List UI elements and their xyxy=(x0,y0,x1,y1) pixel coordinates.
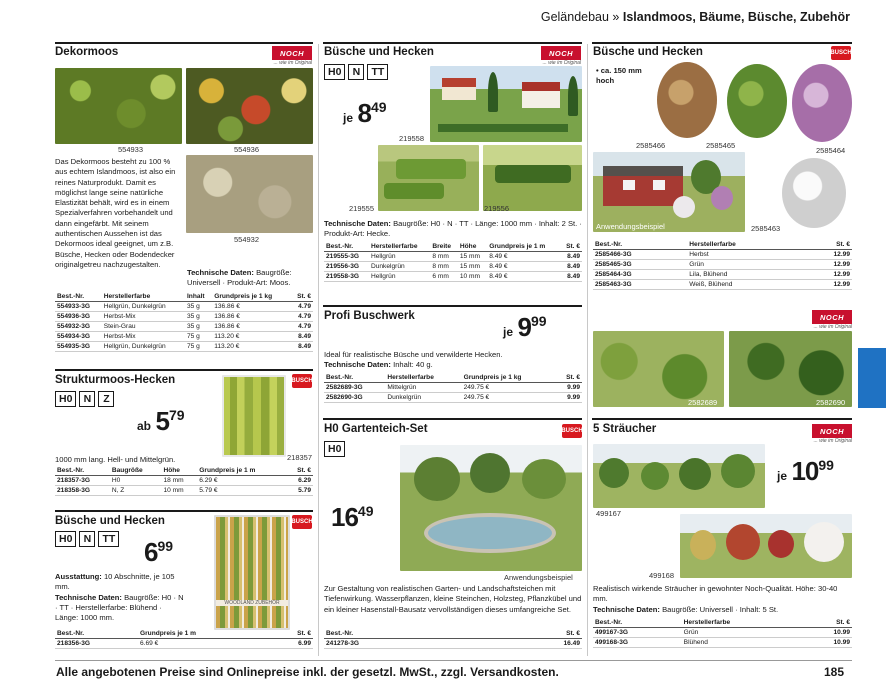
buesche-noch-title: Büsche und Hecken xyxy=(324,46,434,58)
footer-rule xyxy=(55,660,852,661)
img-code: 219556 xyxy=(484,204,510,213)
buesche-busch-text: Ausstattung: 10 Abschnitte, je 105 mm. Technische Daten: Baugröße: H0 · N · TT · Herstellerfarbe: Blühend · Länge: 1000 mm. xyxy=(55,572,184,623)
section-rule xyxy=(55,369,313,371)
village-image xyxy=(430,66,582,142)
table-row: 554936-3G Herbst-Mix 35 g 136.86 € 4.79 xyxy=(57,313,311,320)
table-row: 219558-3G Hellgrün 6 mm 10 mm 8.49 € 8.49 xyxy=(326,273,580,280)
buesche-noch-price: je 849 xyxy=(343,98,387,128)
bush-white xyxy=(782,158,846,228)
table-row: 2585466-3G Herbst 12.99 xyxy=(595,251,850,258)
strukturmoos-price: ab 579 xyxy=(137,406,185,436)
busch-logo: BUSCH xyxy=(292,515,312,529)
gauge-badges: H0 xyxy=(324,441,348,457)
table-row: 218356-3G 6.69 € 6.99 xyxy=(57,640,311,647)
buesche-busch-price: 699 xyxy=(144,537,174,567)
profi-table: Best.-Nr. Herstellerfarbe Grundpreis je 1 kg St. € 2582689-3G Mittelgrün 249.75 € 9.99 2582690-3G Dunkelgrün 249.75 € 9.99 xyxy=(326,374,580,401)
dekormoos-table: Best.-Nr. Herstellerfarbe Inhalt Grundpreis je 1 kg St. € 554933-3G Hellgrün, Dunkelgrün 35 g 136.86 € 4.79 554936-3G Herbst-Mix 35 g 136.86 € 4.79 554932-3G Stein-Grau 35 g 136.86 € 4.79 554934-3G Herbst-Mix 75 g 113.20 € 8.49 554935-3G Hellgrün, Dunkelgrün 75 g 113.20 € 8.49 xyxy=(57,293,311,350)
moss-image-green xyxy=(55,68,182,144)
table-row: 219556-3G Dunkelgrün 8 mm 15 mm 8.49 € 8.49 xyxy=(326,263,580,270)
table-row: 219555-3G Hellgrün 8 mm 15 mm 8.49 € 8.49 xyxy=(326,253,580,260)
straeucher-text: Realistisch wirkende Sträucher in gewohnter Noch-Qualität. Höhe: 30-40 mm. Technische Daten: Baugröße: Universell · Inhalt: 5 St. xyxy=(593,584,838,614)
column-divider xyxy=(587,44,588,656)
dekormoos-title: Dekormoos xyxy=(55,46,119,58)
bush-autumn xyxy=(657,62,717,138)
gauge-badges: H0 N Z xyxy=(55,391,117,407)
house-image xyxy=(593,152,745,232)
gartenteich-table: Best.-Nr. St. € 241278-3G 16.49 xyxy=(326,630,580,647)
img-code: 554932 xyxy=(234,235,260,244)
gauge-badges: H0 N TT xyxy=(55,531,122,547)
table-row: 499167-3G Grün 10.99 xyxy=(595,629,850,636)
strukturmoos-description: 1000 mm lang. Hell- und Mittelgrün. xyxy=(55,455,176,464)
buesche-noch-tech: Technische Daten: Baugröße: H0 · N · TT · Länge: 1000 mm · Inhalt: 2 St. · Produkt-Art: Hecke. xyxy=(324,219,582,239)
profi-title: Profi Buschwerk xyxy=(324,310,415,322)
bush-lilac xyxy=(792,64,852,142)
section-rule xyxy=(55,510,313,512)
straeucher-table: Best.-Nr. Herstellerfarbe St. € 499167-3G Grün 10.99 499168-3G Blühend 10.99 xyxy=(595,619,850,646)
gartenteich-text: Zur Gestaltung von realistischen Garten- und Landschaftsteichen mit Tiefenwirkung. Wasserpflanzen, kleine Steinchen, Holzsteg, Pflanzkübel und ein kleiner Hasenstall-Bausatz vervollständigen dieses umfangreiche Set. xyxy=(324,584,582,614)
gartenteich-caption: Anwendungsbeispiel xyxy=(504,573,573,582)
column-divider xyxy=(318,44,319,656)
pack-label: WOODLAND ZUBEHÖR xyxy=(216,600,288,606)
busch-logo: BUSCH xyxy=(292,374,312,388)
page-header xyxy=(0,10,850,24)
straeucher-title: 5 Sträucher xyxy=(593,423,657,435)
table-row: 218358-3G N, Z 10 mm 5.79 € 5.79 xyxy=(57,487,311,494)
buesche-busch-image xyxy=(214,515,290,630)
table-row: 554932-3G Stein-Grau 35 g 136.86 € 4.79 xyxy=(57,323,311,330)
bush-green xyxy=(727,64,787,138)
moss-image-grey xyxy=(186,155,313,233)
noch-logo: NOCH ... wie im Original xyxy=(812,310,852,330)
img-code: 219555 xyxy=(349,204,375,213)
img-code: 219558 xyxy=(399,134,425,143)
img-code: 499168 xyxy=(649,571,675,580)
table-row: 2585464-3G Lila, Blühend 12.99 xyxy=(595,271,850,278)
footer-note: Alle angebotenen Preise sind Onlinepreise inkl. der gesetzl. MwSt., zzgl. Versandkosten. xyxy=(56,665,559,679)
strukturmoos-image xyxy=(222,375,286,457)
section-rule xyxy=(323,42,582,44)
moss-image-autumn xyxy=(186,68,313,144)
table-row: 2582689-3G Mittelgrün 249.75 € 9.99 xyxy=(326,384,580,391)
house-caption: Anwendungsbeispiel xyxy=(596,222,665,231)
strukturmoos-title: Strukturmoos-Hecken xyxy=(55,374,176,386)
chapter-tab xyxy=(858,348,886,408)
table-row: 241278-3G 16.49 xyxy=(326,640,580,647)
section-rule xyxy=(592,418,852,420)
busch-logo: BUSCH xyxy=(562,424,582,438)
buesche-right-title: Büsche und Hecken xyxy=(593,46,703,58)
img-code: 2585465 xyxy=(706,141,736,150)
img-code: 2585463 xyxy=(751,224,781,233)
img-code: 2585464 xyxy=(816,146,846,155)
height-bullet: • ca. 150 mm hoch xyxy=(596,66,642,86)
profi-image-darkgreen xyxy=(729,331,852,407)
hedge-image-light xyxy=(378,145,479,211)
straeucher-price: je 1099 xyxy=(777,456,834,486)
img-code: 2582689 xyxy=(688,398,718,407)
page-number: 185 xyxy=(824,665,845,679)
img-code: 2585466 xyxy=(636,141,666,150)
gauge-badges: H0 N TT xyxy=(324,64,391,80)
buesche-right-table: Best.-Nr. Herstellerfarbe St. € 2585466-3G Herbst 12.99 2585465-3G Grün 12.99 2585464-3G Lila, Blühend 12.99 2585463-3G Weiß, Blühend 12.99 xyxy=(595,241,850,288)
pond-image xyxy=(400,445,582,571)
profi-image-midgreen xyxy=(593,331,724,407)
strukturmoos-table: Best.-Nr. Baugröße Höhe Grundpreis je 1 m St. € 218357-3G H0 18 mm 6.29 € 6.29 218358-3G N, Z 10 mm 5.79 € 5.79 xyxy=(57,467,311,494)
table-row: 2585465-3G Grün 12.99 xyxy=(595,261,850,268)
profi-text: Ideal für realistische Büsche und verwilderte Hecken. Technische Daten: Inhalt: 40 g. xyxy=(324,350,503,370)
table-row: 2585463-3G Weiß, Blühend 12.99 xyxy=(595,281,850,288)
table-row: 554933-3G Hellgrün, Dunkelgrün 35 g 136.86 € 4.79 xyxy=(57,303,311,310)
header-category: Geländebau » xyxy=(540,10,620,24)
table-row: 554935-3G Hellgrün, Dunkelgrün 75 g 113.20 € 8.49 xyxy=(57,343,311,350)
dekormoos-description: Das Dekormoos besteht zu 100 % aus echtem Islandmoos, ist also ein reines Naturprodukt. Damit es möglichst lange seine natürliche Elastizität behält, wird es in einem Spezialverfahren vorbehandelt und dann eingefärbt. Mit seinem authentischen Aussehen ist das Dekormoos ideal geeignet, um z.B. Büsche, Hecken oder Bodendecker originalgetreu nachzugestalten. xyxy=(55,157,176,269)
section-rule xyxy=(55,42,313,44)
header-title: Islandmoos, Bäume, Büsche, Zubehör xyxy=(622,10,850,24)
buesche-busch-table: Best.-Nr. Grundpreis je 1 m St. € 218356-3G 6.69 € 6.99 xyxy=(57,630,311,647)
noch-logo: NOCH ... wie im Original xyxy=(272,46,312,66)
table-row: 2582690-3G Dunkelgrün 249.75 € 9.99 xyxy=(326,394,580,401)
img-code: 554936 xyxy=(234,145,260,154)
section-rule xyxy=(323,305,582,307)
img-code: 218357 xyxy=(287,453,313,462)
dekormoos-tech: Technische Daten: Baugröße: Universell · Produkt-Art: Moos. xyxy=(187,268,292,288)
section-rule xyxy=(323,418,582,420)
table-row: 499168-3G Blühend 10.99 xyxy=(595,639,850,646)
busch-logo: BUSCH xyxy=(831,46,851,60)
straeucher-image-green xyxy=(593,444,765,508)
noch-logo: NOCH ... wie im Original xyxy=(812,424,852,444)
table-row: 554934-3G Herbst-Mix 75 g 113.20 € 8.49 xyxy=(57,333,311,340)
table-row: 218357-3G H0 18 mm 6.29 € 6.29 xyxy=(57,477,311,484)
gartenteich-price: 1649 xyxy=(331,502,374,532)
section-rule xyxy=(592,42,852,44)
profi-price: je 999 xyxy=(503,312,547,342)
buesche-noch-table: Best.-Nr. Herstellerfarbe Breite Höhe Grundpreis je 1 m St. € 219555-3G Hellgrün 8 mm 15 mm 8.49 € 8.49 219556-3G Dunkelgrün 8 mm 15 mm 8.49 € 8.49 219558-3G Hellgrün 6 mm 10 mm 8.49 € 8.49 xyxy=(326,243,580,280)
img-code: 554933 xyxy=(118,145,144,154)
straeucher-image-blooming xyxy=(680,514,852,578)
img-code: 2582690 xyxy=(816,398,846,407)
img-code: 499167 xyxy=(596,509,622,518)
gartenteich-title: H0 Gartenteich-Set xyxy=(324,423,428,435)
noch-logo: NOCH ... wie im Original xyxy=(541,46,581,66)
hedge-image-dark xyxy=(483,145,582,211)
buesche-busch-title: Büsche und Hecken xyxy=(55,515,165,527)
